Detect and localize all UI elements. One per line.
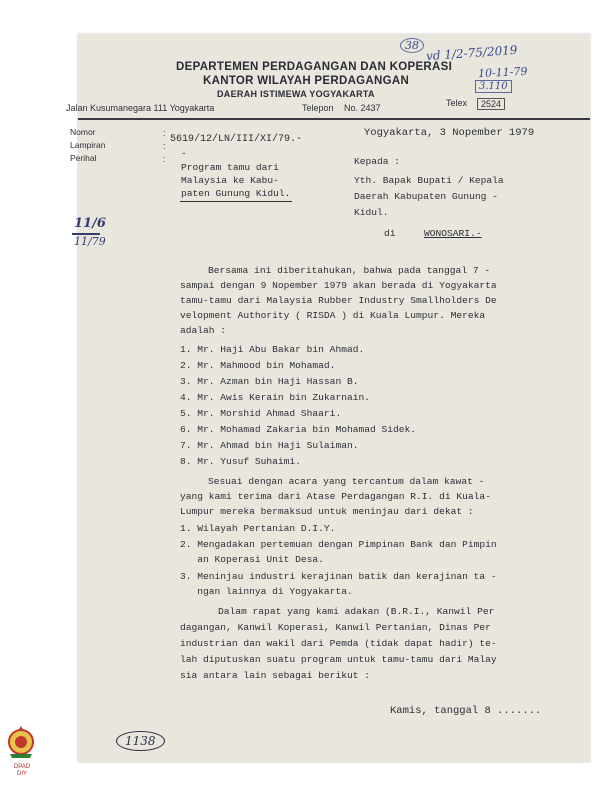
para3-line-5: sia antara lain sebagai berikut :: [180, 670, 370, 681]
archive-caption-line-1: DPAD: [13, 764, 31, 770]
letterhead-line-1: DEPARTEMEN PERDAGANGAN DAN KOPERASI: [176, 61, 453, 73]
list-item: 7. Mr. Ahmad bin Haji Sulaiman.: [180, 440, 359, 451]
nomor-value: 5619/12/LN/III/XI/79.-: [170, 134, 303, 145]
handwritten-box-code: 3.110: [475, 80, 512, 93]
recipient-city: WONOSARI.-: [424, 228, 482, 239]
para1-line-5: adalah :: [180, 325, 227, 336]
telepon-label: Telepon: [302, 103, 334, 113]
meta-colons: : : :: [163, 128, 166, 164]
archive-caption-line-2: DIY: [16, 771, 27, 777]
perihal-underline: [180, 201, 292, 202]
telex-value: 2524: [477, 98, 505, 110]
para1-line-4: velopment Authority ( RISDA ) di Kuala Lumpur. Mereka: [180, 310, 486, 321]
margin-note-bottom: 11/79: [74, 235, 106, 248]
para3-line-4: lah diputuskan suatu program untuk tamu-tamu dari Malay: [180, 654, 497, 665]
office-address: Jalan Kusumanegara 111 Yogyakarta: [66, 103, 215, 113]
recipient-line-2: Daerah Kabupaten Gunung -: [354, 191, 498, 202]
lampiran-value: -: [181, 148, 187, 159]
list-item: 3. Mr. Azman bin Haji Hassan B.: [180, 376, 359, 387]
recipient-line-3: Kidul.: [354, 207, 389, 218]
para1-line-3: tamu-tamu dari Malaysia Rubber Industry Smallholders De: [180, 295, 497, 306]
para2-line-3: Lumpur mereka bermaksud untuk meninjau dari dekat :: [180, 506, 474, 517]
para1-line-2: sampai dengan 9 Nopember 1979 akan berada di Yogyakarta: [180, 280, 497, 291]
handwritten-circle-number: 1138: [116, 731, 165, 751]
handwritten-page-number: 38: [400, 38, 424, 53]
continuation-text: Kamis, tanggal 8 .......: [390, 705, 542, 717]
perihal-label: Perihal: [70, 153, 97, 163]
list-item: an Koperasi Unit Desa.: [180, 554, 324, 565]
archive-emblem-caption: [5, 764, 39, 778]
telepon-value: No. 2437: [344, 103, 381, 113]
list-item: 1. Wilayah Pertanian D.I.Y.: [180, 523, 336, 534]
recipient-kepada: Kepada :: [354, 156, 401, 167]
archive-emblem-icon: [6, 722, 36, 762]
para3-line-1: Dalam rapat yang kami adakan (B.R.I., Kanwil Per: [218, 606, 495, 617]
nomor-label: Nomor: [70, 127, 96, 137]
para1-line-1: Bersama ini diberitahukan, bahwa pada tanggal 7 -: [208, 265, 491, 276]
list-item: 1. Mr. Haji Abu Bakar bin Ahmad.: [180, 344, 365, 355]
recipient-di: di: [384, 228, 396, 239]
letterhead-divider: [78, 118, 590, 120]
perihal-line-2: Malaysia ke Kabu-: [181, 175, 279, 186]
recipient-line-1: Yth. Bapak Bupati / Kepala: [354, 175, 504, 186]
letterhead-line-2: KANTOR WILAYAH PERDAGANGAN: [203, 75, 410, 87]
para3-line-3: industrian dan wakil dari Pemda (tidak dapat hadir) te-: [180, 638, 497, 649]
letterhead-line-3: DAERAH ISTIMEWA YOGYAKARTA: [217, 89, 375, 99]
handwritten-date: 10-11-79: [477, 64, 528, 81]
list-item: 2. Mr. Mahmood bin Mohamad.: [180, 360, 336, 371]
list-item: 8. Mr. Yusuf Suhaimi.: [180, 456, 301, 467]
handwritten-reference: vd 1/2-75/2019: [425, 42, 518, 64]
list-item: ngan lainnya di Yogyakarta.: [180, 586, 353, 597]
list-item: 3. Meninjau industri kerajinan batik dan kerajinan ta -: [180, 571, 497, 582]
para2-line-1: Sesuai dengan acara yang tercantum dalam kawat -: [208, 476, 485, 487]
lampiran-label: Lampiran: [70, 140, 106, 150]
para3-line-2: dagangan, Kanwil Koperasi, Kanwil Pertanian, Dinas Per: [180, 622, 491, 633]
list-item: 5. Mr. Morshid Ahmad Shaari.: [180, 408, 342, 419]
letter-date: Yogyakarta, 3 Nopember 1979: [364, 127, 535, 139]
perihal-line-1: Program tamu dari: [181, 162, 279, 173]
list-item: 6. Mr. Mohamad Zakaria bin Mohamad Sidek.: [180, 424, 417, 435]
margin-note-top: 11/6: [74, 216, 106, 231]
telex-label: Telex: [446, 98, 468, 108]
document-page: [66, 34, 590, 762]
list-item: 2. Mengadakan pertemuan dengan Pimpinan Bank dan Pimpin: [180, 539, 497, 550]
list-item: 4. Mr. Awis Kerain bin Zukarnain.: [180, 392, 370, 403]
para2-line-2: yang kami terima dari Atase Perdagangan R.I. di Kuala-: [180, 491, 491, 502]
perihal-line-3: paten Gunung Kidul.: [181, 188, 291, 199]
